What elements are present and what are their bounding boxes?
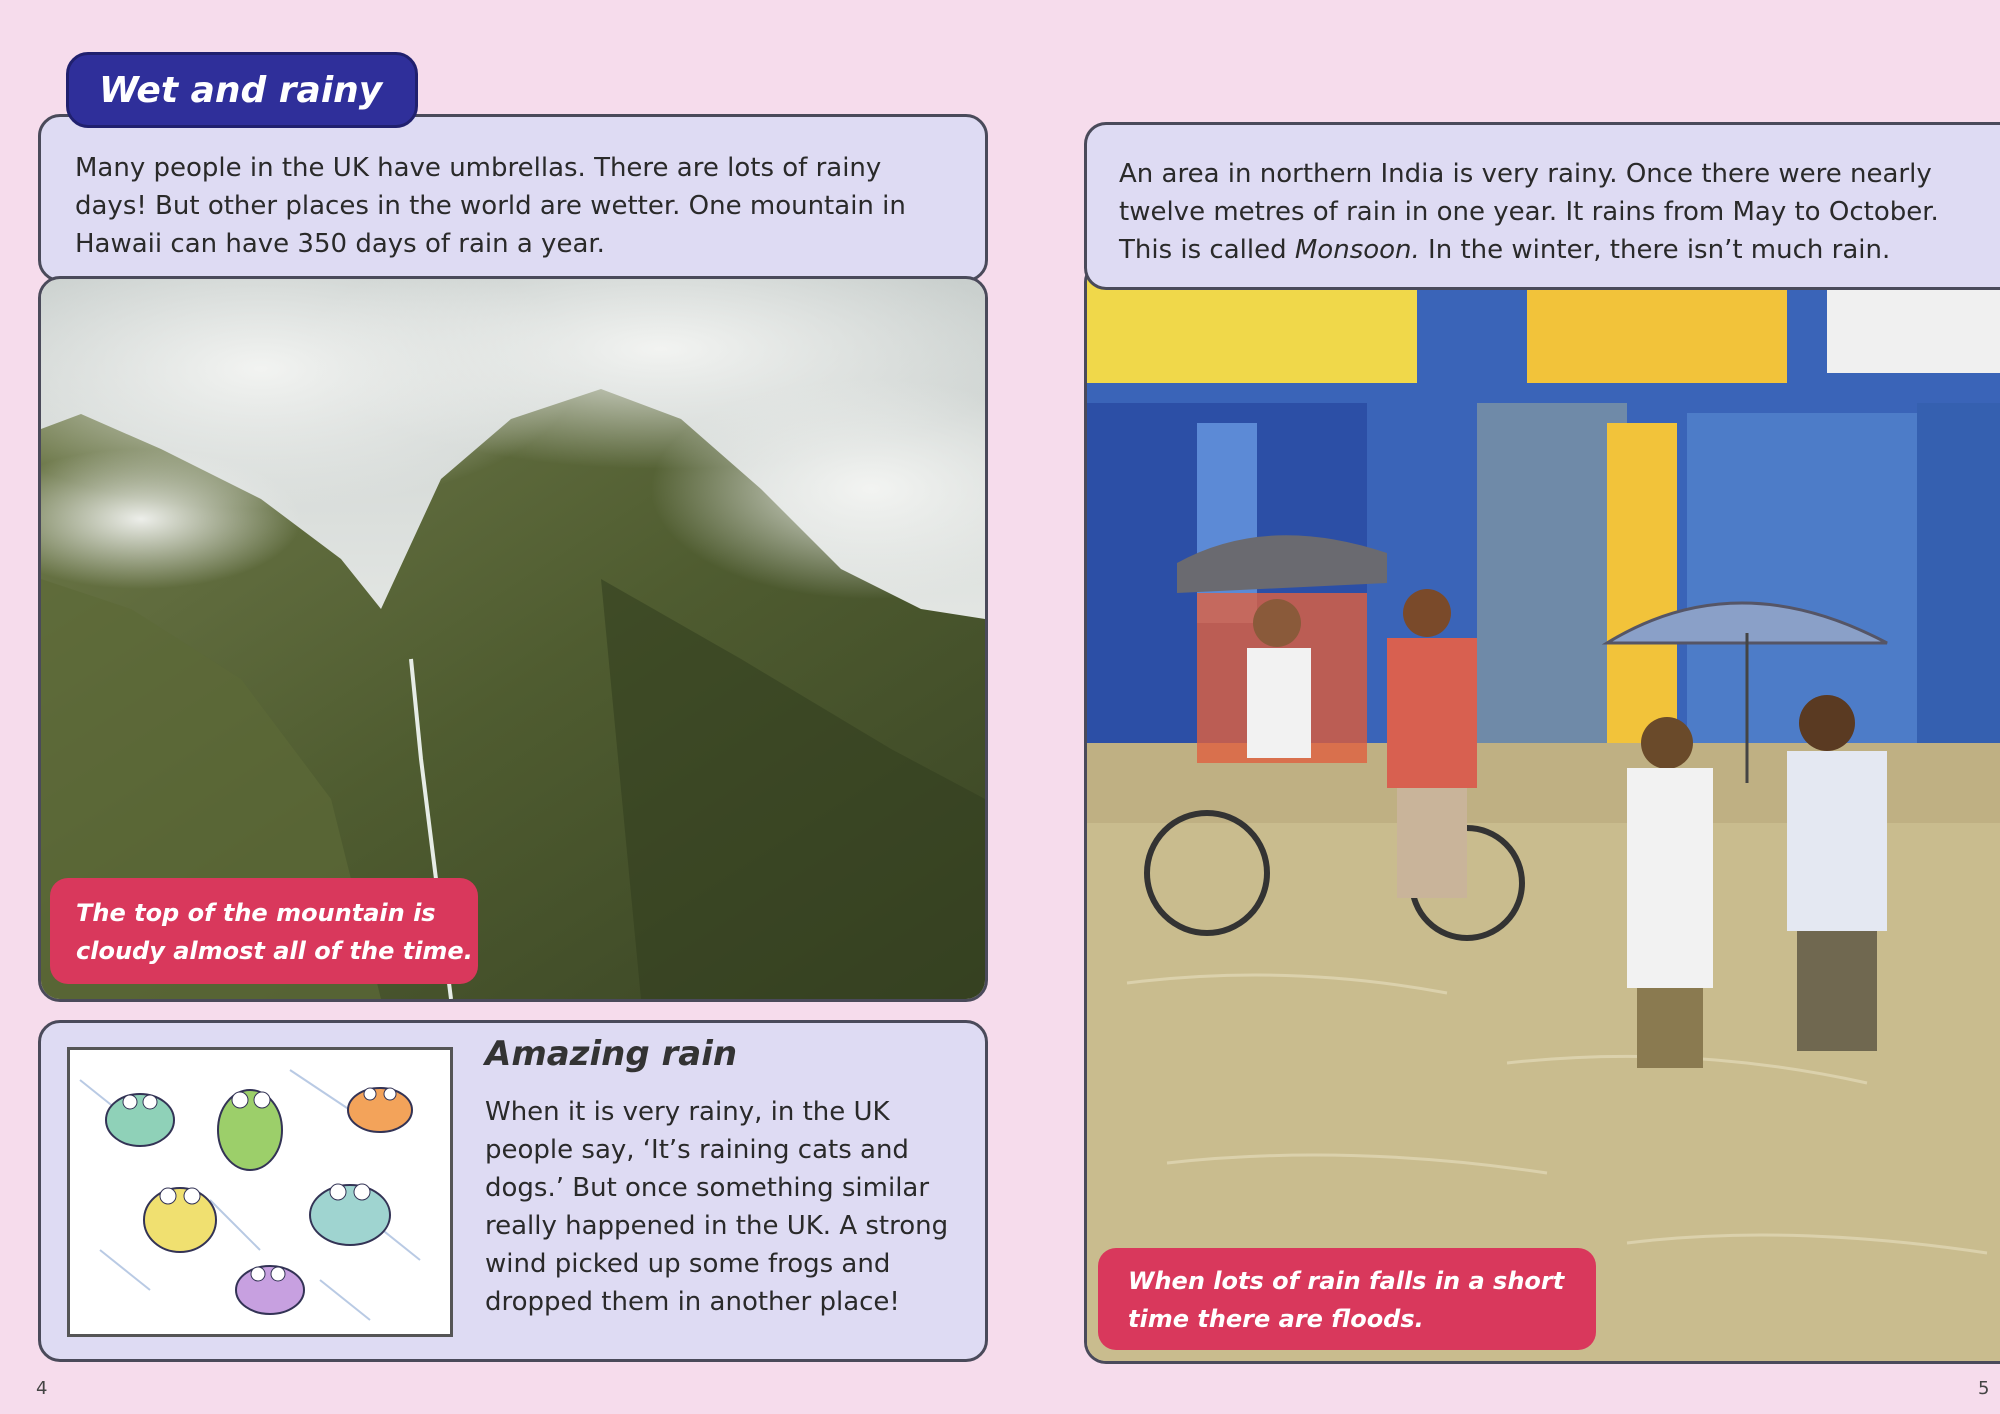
flood-photo (1084, 260, 2000, 1364)
intro-text-box (38, 114, 988, 282)
amazing-rain-heading: Amazing rain (485, 1034, 738, 1074)
person-icon (1627, 717, 1713, 1068)
flood-image (1087, 263, 2000, 1363)
frog-icon (218, 1090, 282, 1170)
amazing-line-3: dogs.’ But once something similar (485, 1173, 930, 1203)
page-number-right: 5 (1978, 1378, 1990, 1399)
amazing-rain-text (485, 1093, 948, 1321)
mountain-caption-line-1: The top of the mountain is (76, 899, 436, 927)
india-line-3-before: This is called (1119, 235, 1295, 265)
india-line-3 (1119, 231, 2000, 269)
mountain-caption (50, 878, 478, 984)
india-line-2: twelve metres of rain in one year. It rains from May to October. (1119, 197, 1939, 227)
amazing-line-4: really happened in the UK. A strong (485, 1211, 949, 1241)
section-heading (66, 52, 418, 128)
intro-line-2: days! But other places in the world are wetter. One mountain in (75, 191, 906, 221)
mountain-caption-line-2: cloudy almost all of the time. (76, 937, 473, 965)
flood-caption-line-1: When lots of rain falls in a short (1128, 1267, 1565, 1295)
flood-caption (1098, 1248, 1596, 1350)
intro-line-3: Hawaii can have 350 days of rain a year. (75, 229, 605, 259)
india-text-box (1084, 122, 2000, 290)
frogs-drawing (70, 1050, 444, 1328)
amazing-rain-box (38, 1020, 988, 1362)
amazing-line-5: wind picked up some frogs and (485, 1249, 891, 1279)
frog-icon (106, 1094, 174, 1146)
frog-icon (348, 1088, 412, 1132)
intro-line-1: Many people in the UK have umbrellas. There are lots of rainy (75, 153, 882, 183)
frogs-illustration (67, 1047, 453, 1337)
india-line-1: An area in northern India is very rainy. Once there were nearly (1119, 159, 1932, 189)
amazing-line-1: When it is very rainy, in the UK (485, 1097, 890, 1127)
page-number-left: 4 (36, 1378, 48, 1399)
monsoon-term: Monsoon. (1294, 235, 1420, 265)
amazing-line-6: dropped them in another place! (485, 1287, 900, 1317)
india-line-3-after: In the winter, there isn’t much rain. (1419, 235, 1891, 265)
frog-icon (144, 1188, 216, 1252)
flood-caption-line-2: time there are floods. (1128, 1305, 1424, 1333)
frog-icon (236, 1266, 304, 1314)
section-heading-text: Wet and rainy (99, 69, 383, 111)
amazing-line-2: people say, ‘It’s raining cats and (485, 1135, 909, 1165)
frog-icon (310, 1184, 390, 1245)
